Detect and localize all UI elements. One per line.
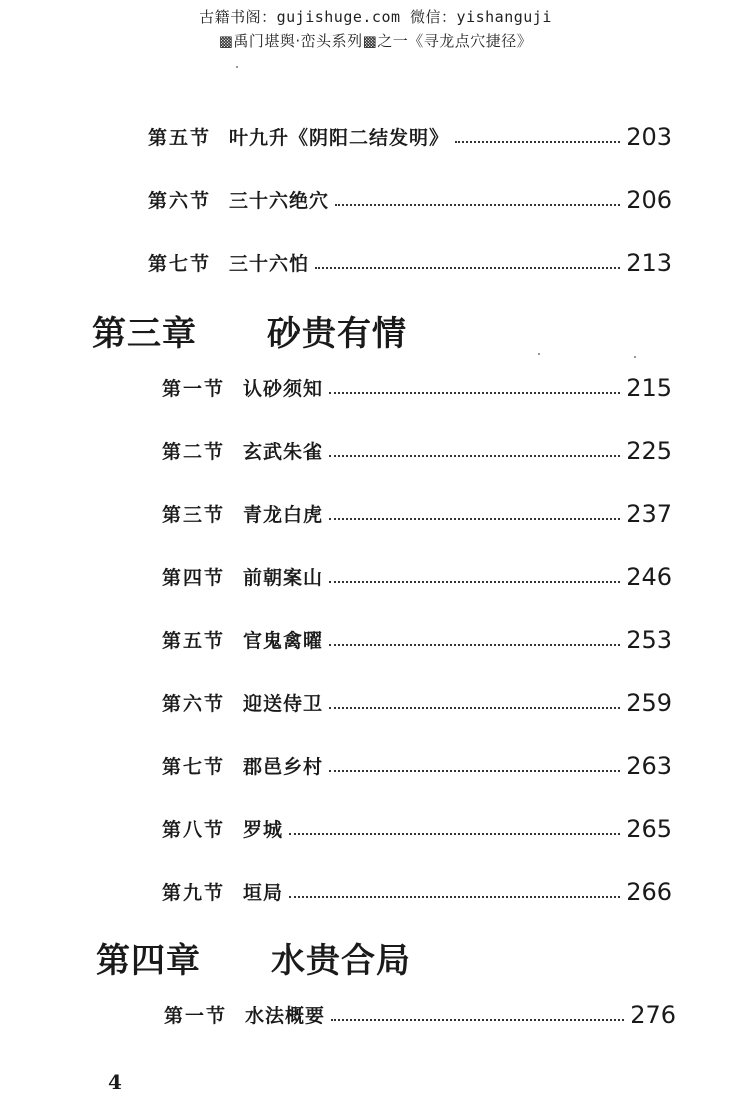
toc-page-number: 206 bbox=[626, 186, 672, 214]
toc-page-number: 266 bbox=[626, 878, 672, 906]
leader-dots bbox=[329, 707, 620, 709]
toc-page-number: 253 bbox=[626, 626, 672, 654]
scan-speck bbox=[538, 353, 540, 355]
toc-entry[interactable] bbox=[148, 118, 672, 150]
toc-page-number: 246 bbox=[626, 563, 672, 591]
toc-page-number: 225 bbox=[626, 437, 672, 465]
toc-page-number: 215 bbox=[626, 374, 672, 402]
toc-entry[interactable] bbox=[162, 684, 672, 716]
leader-dots bbox=[331, 1019, 624, 1021]
toc-section-title: 三十六怕 bbox=[229, 253, 310, 275]
toc-page-number: 203 bbox=[626, 123, 672, 151]
toc-entry[interactable] bbox=[162, 558, 672, 590]
chapter-title: 砂贵有情 bbox=[267, 314, 407, 354]
toc-section-title: 认砂须知 bbox=[243, 378, 324, 400]
toc-section-title: 玄武朱雀 bbox=[243, 441, 324, 463]
toc-page-number: 213 bbox=[626, 249, 672, 277]
toc-entry[interactable] bbox=[162, 747, 672, 779]
toc-entry[interactable] bbox=[162, 873, 672, 905]
toc-section-label: 第三节 bbox=[162, 504, 226, 526]
toc-section-title: 迎送侍卫 bbox=[243, 693, 324, 715]
leader-dots bbox=[329, 644, 620, 646]
leader-dots bbox=[329, 392, 620, 394]
toc-section-label: 第六节 bbox=[162, 693, 226, 715]
toc-page-number: 237 bbox=[626, 500, 672, 528]
leader-dots bbox=[455, 141, 620, 143]
toc-section-label: 第六节 bbox=[148, 190, 212, 212]
toc-section-label: 第五节 bbox=[148, 127, 212, 149]
toc-section-title: 三十六绝穴 bbox=[229, 190, 330, 212]
toc-entry[interactable] bbox=[162, 369, 672, 401]
toc-entry[interactable] bbox=[162, 621, 672, 653]
toc-entry[interactable] bbox=[162, 432, 672, 464]
leader-dots bbox=[329, 770, 620, 772]
toc-page-number: 265 bbox=[626, 815, 672, 843]
toc-section-title: 水法概要 bbox=[245, 1005, 326, 1027]
toc-entry[interactable] bbox=[148, 181, 672, 213]
leader-dots bbox=[289, 896, 620, 898]
toc-section-title: 郡邑乡村 bbox=[243, 756, 324, 778]
page-folio-number: 4 bbox=[108, 1070, 122, 1094]
toc-section-label: 第七节 bbox=[148, 253, 212, 275]
chapter-heading[interactable] bbox=[96, 933, 411, 982]
scan-speck bbox=[634, 356, 636, 358]
leader-dots bbox=[329, 581, 620, 583]
toc-page-number: 259 bbox=[626, 689, 672, 717]
toc-section-label: 第二节 bbox=[162, 441, 226, 463]
chapter-heading[interactable] bbox=[92, 306, 407, 355]
leader-dots bbox=[329, 455, 620, 457]
toc-section-title: 叶九升《阴阳二结发明》 bbox=[229, 127, 450, 149]
toc-section-title: 青龙白虎 bbox=[243, 504, 324, 526]
toc-section-label: 第五节 bbox=[162, 630, 226, 652]
toc-entry[interactable] bbox=[162, 810, 672, 842]
toc-page-number: 276 bbox=[630, 1001, 676, 1029]
scan-speck bbox=[236, 66, 238, 68]
header-series-line: ▩禹门堪舆·峦头系列▩之一《寻龙点穴捷径》 bbox=[218, 32, 533, 50]
leader-dots bbox=[335, 204, 620, 206]
chapter-number: 第四章 bbox=[96, 941, 201, 981]
toc-section-label: 第四节 bbox=[162, 567, 226, 589]
toc-section-title: 垣局 bbox=[243, 882, 284, 904]
toc-section-title: 前朝案山 bbox=[243, 567, 324, 589]
leader-dots bbox=[289, 833, 620, 835]
toc-entry[interactable] bbox=[148, 244, 672, 276]
toc-section-label: 第一节 bbox=[164, 1005, 228, 1027]
toc-section-title: 罗城 bbox=[243, 819, 284, 841]
leader-dots bbox=[315, 267, 620, 269]
header-source-line: 古籍书阁：gujishuge.com 微信：yishanguji bbox=[199, 8, 552, 26]
toc-entry[interactable] bbox=[164, 996, 676, 1028]
toc-section-title: 官鬼禽曜 bbox=[243, 630, 324, 652]
toc-entry[interactable] bbox=[162, 495, 672, 527]
toc-section-label: 第七节 bbox=[162, 756, 226, 778]
chapter-number: 第三章 bbox=[92, 314, 197, 354]
toc-page-number: 263 bbox=[626, 752, 672, 780]
leader-dots bbox=[329, 518, 620, 520]
toc-section-label: 第九节 bbox=[162, 882, 226, 904]
toc-section-label: 第一节 bbox=[162, 378, 226, 400]
toc-section-label: 第八节 bbox=[162, 819, 226, 841]
chapter-title: 水贵合局 bbox=[271, 941, 411, 981]
